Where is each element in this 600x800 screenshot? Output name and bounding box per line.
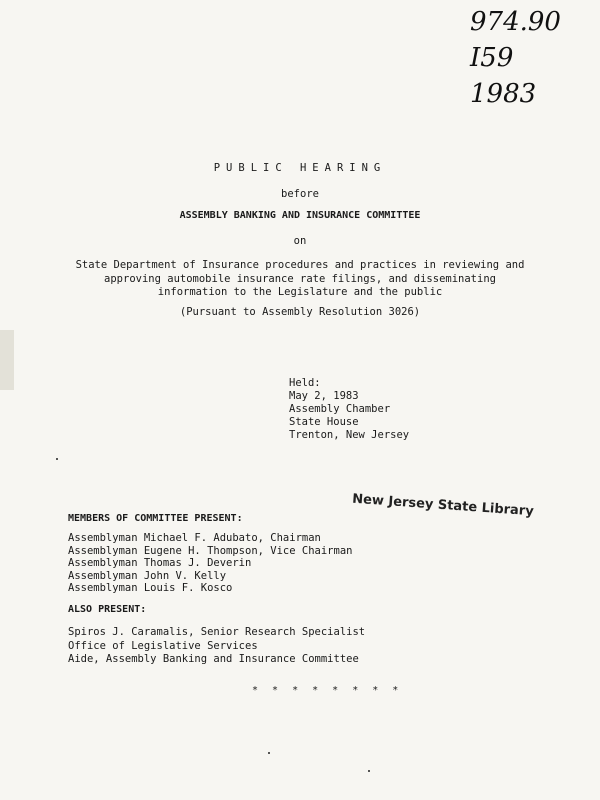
call-number-line: 1983 <box>470 79 537 109</box>
member-item: Assemblyman Louis F. Kosco <box>68 582 233 594</box>
member-item: Assemblyman Eugene H. Thompson, Vice Chairman <box>68 544 353 557</box>
subject-line: State Department of Insurance procedures and practices in reviewing and <box>75 259 525 271</box>
held-line: Held: <box>289 377 321 389</box>
member-item: Assemblyman John V. Kelly <box>68 569 227 582</box>
subject-line: approving automobile insurance rate filings, and disseminating <box>104 272 496 285</box>
call-number <box>470 4 590 112</box>
held-block <box>289 377 409 442</box>
hearing-subject <box>0 259 600 300</box>
held-line: Assembly Chamber <box>289 403 391 415</box>
subject-line: information to the Legislature and the public <box>157 286 443 298</box>
committee-name: ASSEMBLY BANKING AND INSURANCE COMMITTEE <box>179 210 421 221</box>
page-edge-mark <box>0 330 14 390</box>
library-stamp: New Jersey State Library <box>351 491 535 520</box>
also-present-item: Spiros J. Caramalis, Senior Research Specialist <box>68 626 366 638</box>
before-text: before <box>281 188 319 200</box>
scan-speck <box>368 770 370 772</box>
pursuant-text: (Pursuant to Assembly Resolution 3026) <box>179 306 421 318</box>
also-present-label: ALSO PRESENT: <box>68 604 147 615</box>
held-line: May 2, 1983 <box>289 390 359 402</box>
held-line: State House <box>289 416 359 428</box>
on-text: on <box>293 235 307 247</box>
members-label: MEMBERS OF COMMITTEE PRESENT: <box>68 513 243 524</box>
call-number-line: 974.90 <box>470 7 561 37</box>
scan-speck <box>56 458 58 460</box>
separator-stars: * * * * * * * * <box>252 685 403 696</box>
member-item: Assemblyman Michael F. Adubato, Chairman <box>68 532 321 544</box>
members-list <box>68 532 352 595</box>
call-number-line: I59 <box>470 43 514 73</box>
also-present-list <box>68 626 365 667</box>
member-item: Assemblyman Thomas J. Deverin <box>68 557 252 569</box>
held-line: Trenton, New Jersey <box>289 429 410 441</box>
also-present-item: Aide, Assembly Banking and Insurance Committee <box>68 653 359 665</box>
scan-speck <box>268 752 270 754</box>
hearing-title: PUBLIC HEARING <box>213 162 387 174</box>
also-present-item: Office of Legislative Services <box>68 639 258 652</box>
